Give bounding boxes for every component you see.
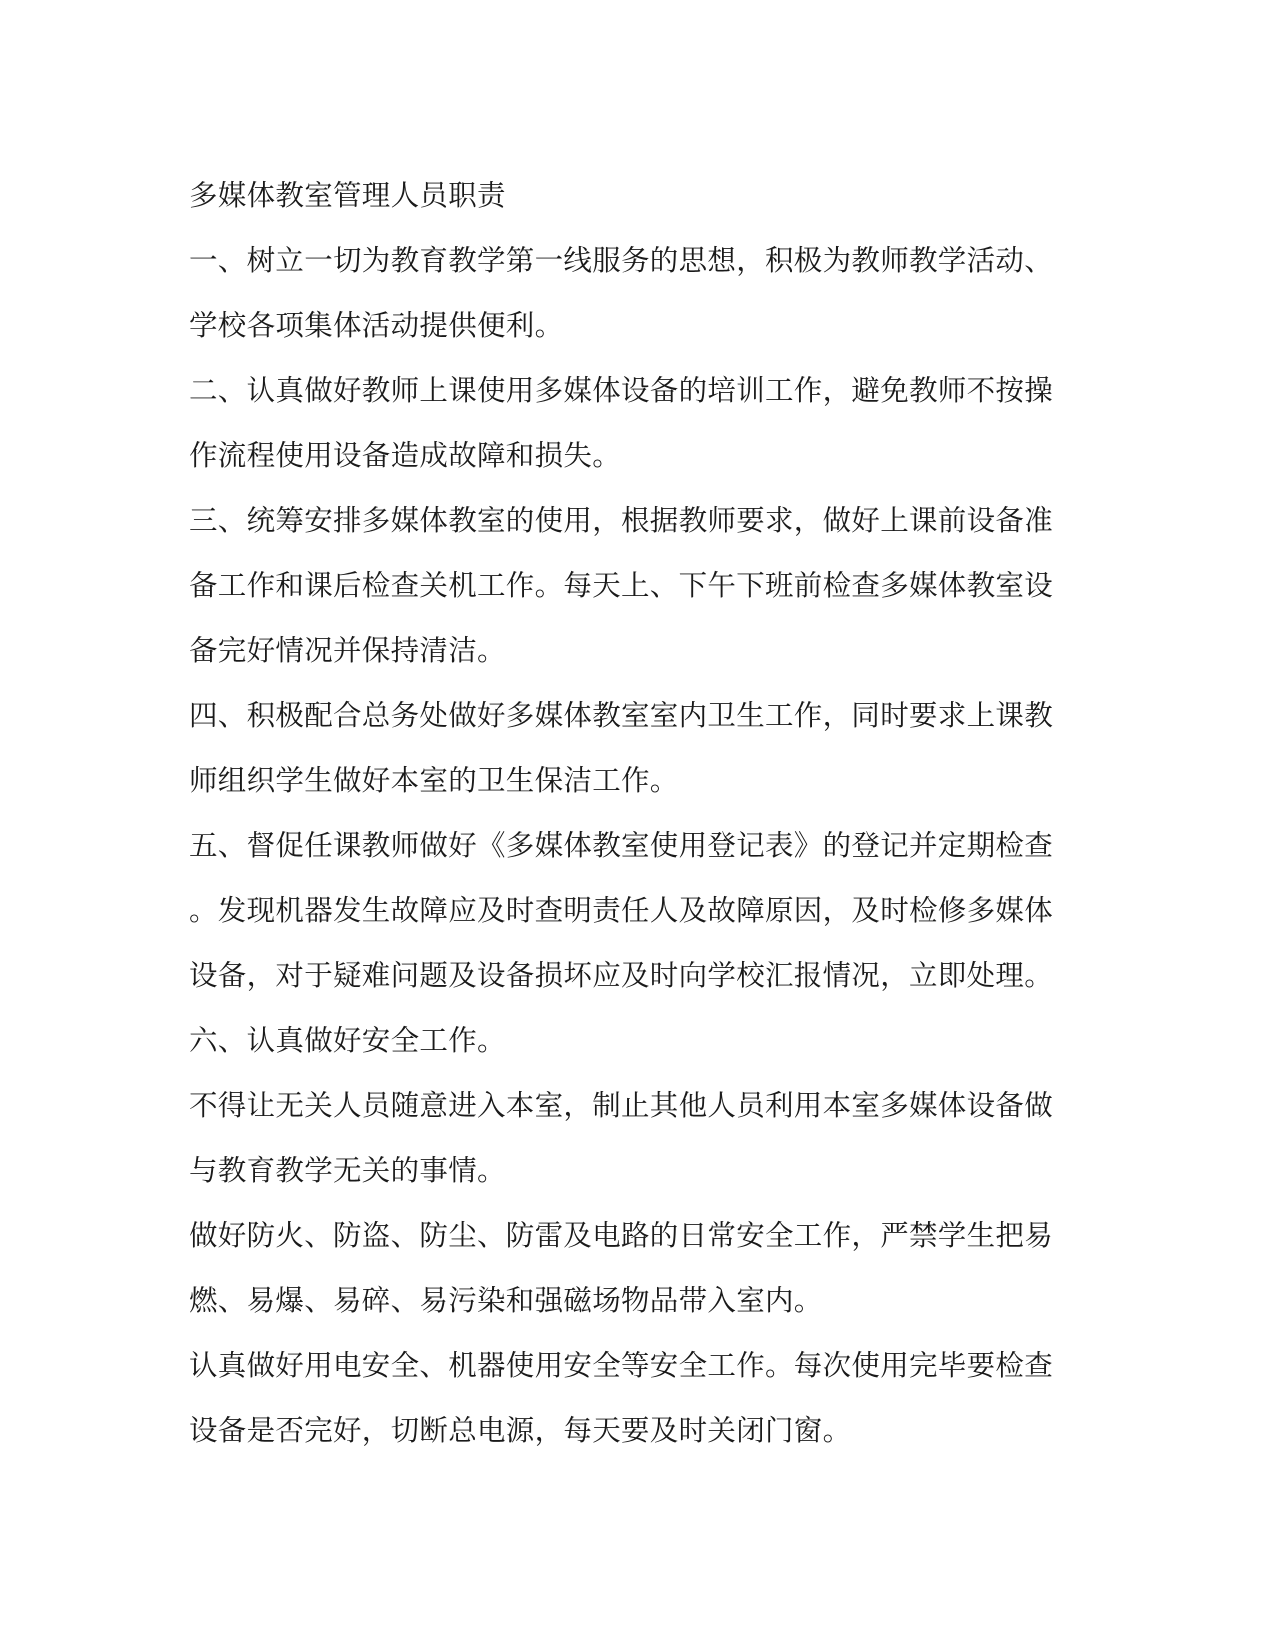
text-line: 五、督促任课教师做好《多媒体教室使用登记表》的登记并定期检查 xyxy=(189,829,1054,862)
text-line: 与教育教学无关的事情。 xyxy=(189,1154,506,1187)
text-line: 备完好情况并保持清洁。 xyxy=(189,634,506,667)
text-line: 做好防火、防盗、防尘、防雷及电路的日常安全工作，严禁学生把易 xyxy=(189,1219,1054,1252)
text-line: 。发现机器发生故障应及时查明责任人及故障原因，及时检修多媒体 xyxy=(189,894,1054,927)
text-line: 师组织学生做好本室的卫生保洁工作。 xyxy=(189,764,679,797)
text-line: 燃、易爆、易碎、易污染和强磁场物品带入室内。 xyxy=(189,1284,823,1317)
document-title: 多媒体教室管理人员职责 xyxy=(189,179,506,212)
text-line: 作流程使用设备造成故障和损失。 xyxy=(189,439,622,472)
text-line: 不得让无关人员随意进入本室，制止其他人员利用本室多媒体设备做 xyxy=(189,1089,1054,1122)
text-line: 六、认真做好安全工作。 xyxy=(189,1024,506,1057)
text-line: 学校各项集体活动提供便利。 xyxy=(189,309,564,342)
text-line: 一、树立一切为教育教学第一线服务的思想，积极为教师教学活动、 xyxy=(189,244,1054,277)
text-line: 三、统筹安排多媒体教室的使用，根据教师要求，做好上课前设备准 xyxy=(189,504,1054,537)
text-line: 设备是否完好，切断总电源，每天要及时关闭门窗。 xyxy=(189,1414,852,1447)
text-line: 备工作和课后检查关机工作。每天上、下午下班前检查多媒体教室设 xyxy=(189,569,1054,602)
document-body xyxy=(189,163,1069,1463)
text-line: 四、积极配合总务处做好多媒体教室室内卫生工作，同时要求上课教 xyxy=(189,699,1054,732)
text-line: 设备，对于疑难问题及设备损坏应及时向学校汇报情况，立即处理。 xyxy=(189,959,1054,992)
text-line: 认真做好用电安全、机器使用安全等安全工作。每次使用完毕要检查 xyxy=(189,1349,1054,1382)
text-line: 二、认真做好教师上课使用多媒体设备的培训工作，避免教师不按操 xyxy=(189,374,1054,407)
